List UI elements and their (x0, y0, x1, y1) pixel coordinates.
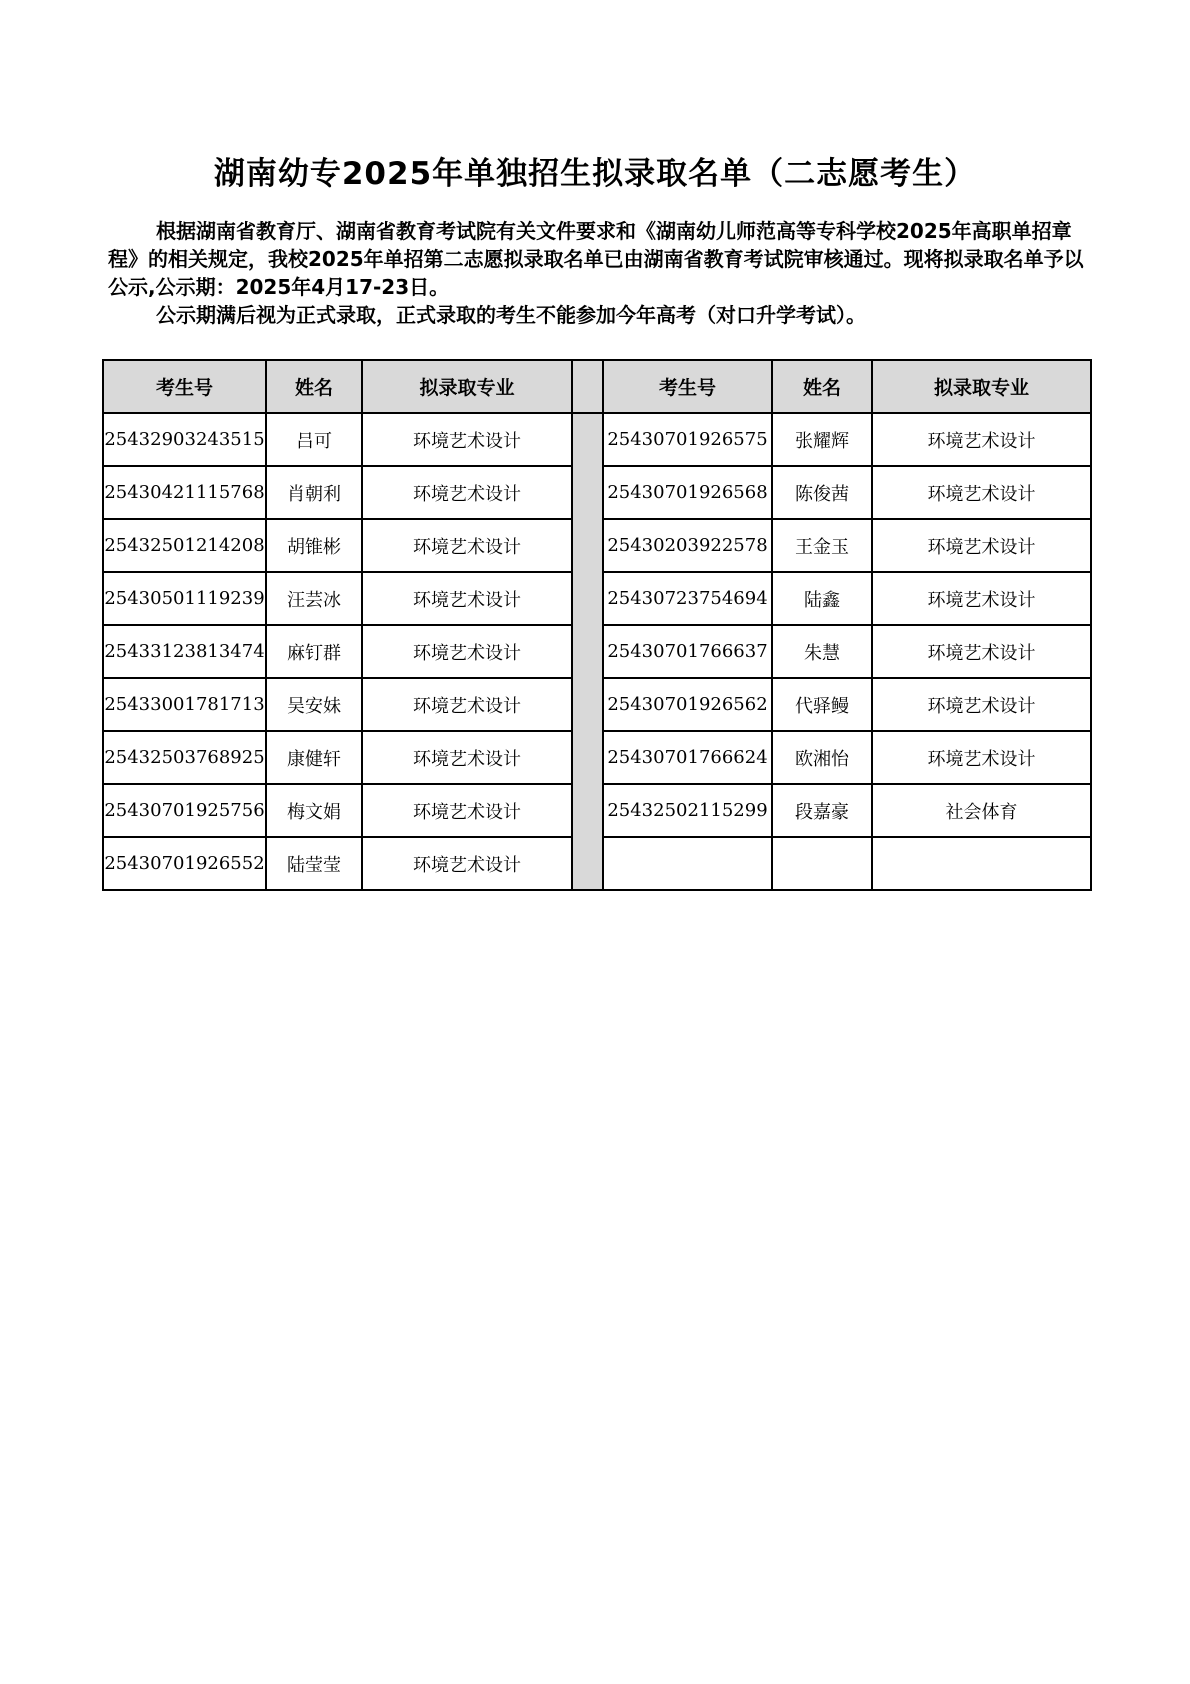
student-name-cell: 肖朝利 (266, 466, 362, 519)
major-cell: 环境艺术设计 (362, 466, 572, 519)
exam-id-cell: 25432503768925 (103, 731, 266, 784)
student-name-cell: 汪芸冰 (266, 572, 362, 625)
page-title: 湖南幼专2025年单独招生拟录取名单（二志愿考生） (213, 156, 977, 192)
header-name: 姓名 (772, 360, 872, 413)
student-name-cell (772, 837, 872, 890)
header-major: 拟录取专业 (872, 360, 1091, 413)
exam-id-cell: 25430421115768 (103, 466, 266, 519)
exam-id-cell: 25430701926575 (603, 413, 772, 466)
table-row (103, 413, 1091, 466)
student-name-cell: 吕可 (266, 413, 362, 466)
exam-id-cell: 25430203922578 (603, 519, 772, 572)
major-cell: 环境艺术设计 (872, 466, 1091, 519)
exam-id-cell: 25430701925756 (103, 784, 266, 837)
exam-id-cell (603, 837, 772, 890)
student-name-cell: 欧湘怡 (772, 731, 872, 784)
major-cell: 社会体育 (872, 784, 1091, 837)
major-cell: 环境艺术设计 (362, 731, 572, 784)
exam-id-cell: 25430701926568 (603, 466, 772, 519)
student-name-cell: 康健轩 (266, 731, 362, 784)
student-name-cell: 陆莹莹 (266, 837, 362, 890)
column-separator (572, 413, 603, 890)
exam-id-cell: 25430701926552 (103, 837, 266, 890)
major-cell: 环境艺术设计 (362, 784, 572, 837)
header-major: 拟录取专业 (362, 360, 572, 413)
student-name-cell: 麻钉群 (266, 625, 362, 678)
major-cell: 环境艺术设计 (362, 625, 572, 678)
major-cell: 环境艺术设计 (362, 519, 572, 572)
header-name: 姓名 (266, 360, 362, 413)
major-cell: 环境艺术设计 (872, 572, 1091, 625)
admission-table (102, 359, 1092, 891)
exam-id-cell: 25430723754694 (603, 572, 772, 625)
major-cell: 环境艺术设计 (362, 572, 572, 625)
major-cell: 环境艺术设计 (872, 625, 1091, 678)
student-name-cell: 梅文娟 (266, 784, 362, 837)
student-name-cell: 胡锥彬 (266, 519, 362, 572)
table-header-row (103, 360, 1091, 413)
student-name-cell: 陆鑫 (772, 572, 872, 625)
exam-id-cell: 25432903243515 (103, 413, 266, 466)
exam-id-cell: 25430501119239 (103, 572, 266, 625)
major-cell: 环境艺术设计 (362, 413, 572, 466)
major-cell: 环境艺术设计 (872, 519, 1091, 572)
exam-id-cell: 25430701926562 (603, 678, 772, 731)
student-name-cell: 代驿鳗 (772, 678, 872, 731)
notice-paragraph: 公示期满后视为正式录取，正式录取的考生不能参加今年高考（对口升学考试）。 (156, 303, 866, 327)
exam-id-cell: 25433001781713 (103, 678, 266, 731)
header-exam-id: 考生号 (603, 360, 772, 413)
student-name-cell: 张耀辉 (772, 413, 872, 466)
notice-paragraph: 根据湖南省教育厅、湖南省教育考试院有关文件要求和《湖南幼儿师范高等专科学校2025年高职单招章程》的相关规定，我校2025年单招第二志愿拟录取名单已由湖南省教育考试院审核通过。现将拟录取名单予以公示,公示期：2025年4月17-23日。 (108, 219, 1084, 299)
notice-text (108, 217, 1093, 329)
student-name-cell: 陈俊茜 (772, 466, 872, 519)
column-separator (572, 360, 603, 413)
student-name-cell: 吴安妹 (266, 678, 362, 731)
major-cell: 环境艺术设计 (872, 678, 1091, 731)
student-name-cell: 段嘉豪 (772, 784, 872, 837)
exam-id-cell: 25432501214208 (103, 519, 266, 572)
student-name-cell: 朱慧 (772, 625, 872, 678)
major-cell (872, 837, 1091, 890)
major-cell: 环境艺术设计 (362, 678, 572, 731)
exam-id-cell: 25433123813474 (103, 625, 266, 678)
exam-id-cell: 25430701766624 (603, 731, 772, 784)
student-name-cell: 王金玉 (772, 519, 872, 572)
exam-id-cell: 25432502115299 (603, 784, 772, 837)
header-exam-id: 考生号 (103, 360, 266, 413)
major-cell: 环境艺术设计 (872, 731, 1091, 784)
exam-id-cell: 25430701766637 (603, 625, 772, 678)
major-cell: 环境艺术设计 (362, 837, 572, 890)
table-body (103, 413, 1091, 890)
major-cell: 环境艺术设计 (872, 413, 1091, 466)
